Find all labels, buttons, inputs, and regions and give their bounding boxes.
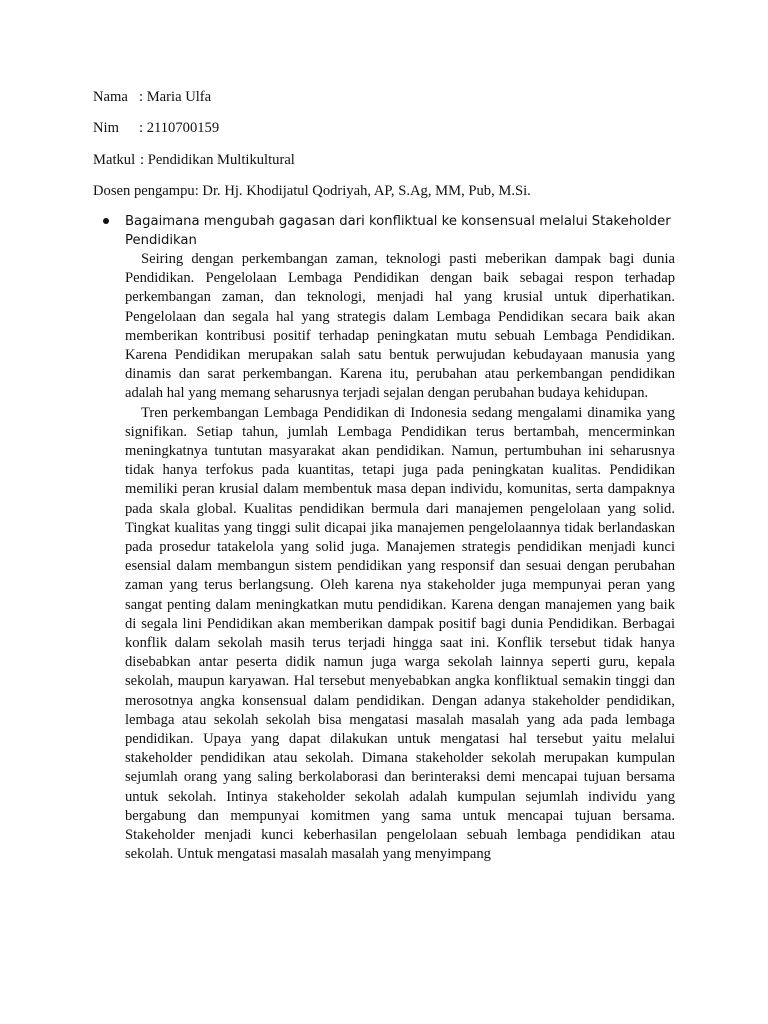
student-id-line	[93, 119, 219, 137]
student-name-line	[93, 88, 211, 106]
course-value: : Pendidikan Multikultural	[140, 152, 295, 168]
body-paragraph: Seiring dengan perkembangan zaman, teknologi pasti meberikan dampak bagi dunia Pendidikan. Pengelolaan Lembaga Pendidikan dengan baik sebagai respon terhadap perkembangan zaman, dan teknologi, menjadi hal yang krusial untuk diperhatikan. Pengelolaan dan segala hal yang strategis dalam Lembaga Pendidikan secara baik akan memberikan kontribusi positif terhadap peningkatan mutu sebuah Lembaga Pendidikan. Karena Pendidikan merupakan salah satu bentuk perwujudan kebudayaan manusia yang dinamis dan sarat perkembangan. Karena itu, perubahan atau perkembangan pendidikan adalah hal yang memang seharusnya terjadi sejalan dengan perubahan budaya kehidupan.	[125, 251, 675, 402]
bullet-icon	[103, 218, 109, 224]
course-line	[93, 151, 295, 169]
student-id-value: : 2110700159	[139, 120, 220, 136]
name-label: Nama	[93, 89, 128, 105]
lecturer-line: Dosen pengampu: Dr. Hj. Khodijatul Qodriyah, AP, S.Ag, MM, Pub, M.Si.	[93, 183, 531, 199]
course-label: Matkul	[93, 152, 136, 168]
name-value: : Maria Ulfa	[139, 89, 212, 105]
student-id-label: Nim	[93, 120, 119, 136]
question-heading: Bagaimana mengubah gagasan dari konfliktual ke konsensual melalui Stakeholder Pendidikan	[125, 214, 671, 248]
list-item	[93, 212, 675, 865]
question-list	[93, 212, 675, 865]
body-paragraph: Tren perkembangan Lembaga Pendidikan di Indonesia sedang mengalami dinamika yang signifikan. Setiap tahun, jumlah Lembaga Pendidikan terus bertambah, mencerminkan meningkatnya tuntutan masyarakat akan pendidikan. Namun, pertumbuhan ini seharusnya tidak hanya terfokus pada kuantitas, tetapi juga pada peningkatan kualitas. Pendidikan memiliki peran krusial dalam membentuk masa depan individu, komunitas, serta dampaknya pada skala global. Kualitas pendidikan bermula dari manajemen pengelolaan yang solid. Tingkat kualitas yang tinggi sulit dicapai jika manajemen pengelolaannya tidak berlandaskan pada prosedur tatakelola yang solid juga. Manajemen strategis pendidikan menjadi kunci esensial dalam membangun sistem pendidikan yang responsif dan sesuai dengan perubahan zaman yang terus berlangsung. Oleh karena nya stakeholder juga mempunyai peran yang sangat penting dalam meningkatkan mutu pendidikan. Karena dengan manajemen yang baik di segala lini Pendidikan akan memberikan dampak positif bagi dunia Pendidikan. Berbagai konflik dalam sekolah masih terus terjadi hingga saat ini. Konflik tersebut tidak hanya disebabkan antar peserta didik namun juga warga sekolah lainnya seperti guru, kepala sekolah, maupun karyawan. Hal tersebut menyebabkan angka konfliktual semakin tinggi dan merosotnya angka konsensual dalam pendidikan. Dengan adanya stakeholder pendidikan, lembaga atau sekolah sekolah bisa mengatasi masalah masalah yang ada pada lembaga pendidikan. Upaya yang dapat dilakukan untuk mengatasi hal tersebut yaitu melalui stakeholder pendidikan atau sekolah. Dimana stakeholder sekolah merupakan kumpulan sejumlah orang yang saling berkolaborasi dan berinteraksi demi mencapai tujuan bersama untuk sekolah. Intinya stakeholder sekolah adalah kumpulan sejumlah individu yang bergabung dan mempunyai komitmen yang sama untuk mencapai tujuan bersama. Stakeholder menjadi kunci keberhasilan pengelolaan sebuah lembaga pendidikan atau sekolah. Untuk mengatasi masalah masalah yang menyimpang	[125, 404, 675, 863]
